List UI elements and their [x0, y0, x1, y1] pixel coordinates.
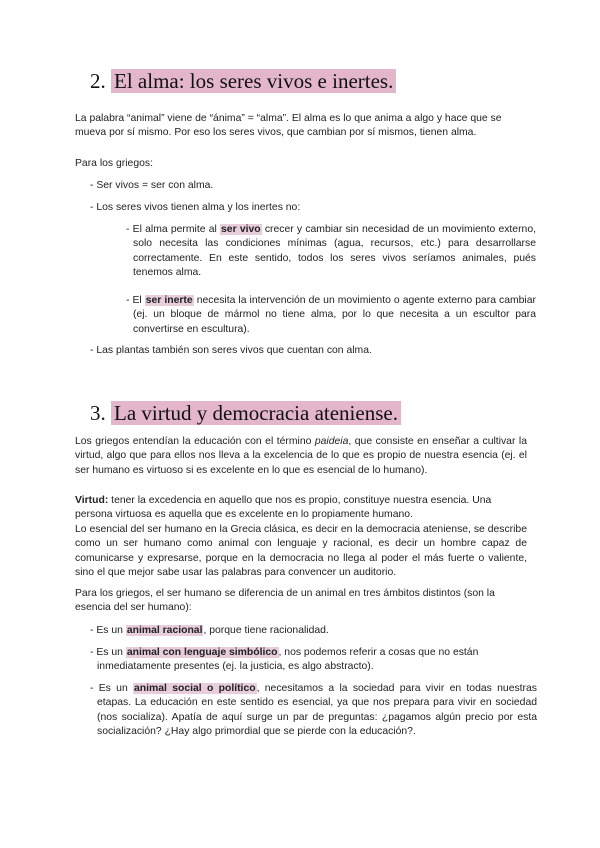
animal-social-pre: - Es un — [90, 683, 134, 694]
list-item-lenguaje-simbolico — [90, 646, 537, 675]
section-2-heading — [90, 68, 396, 94]
paideia-pre: Los griegos entendían la educación con el término — [75, 436, 315, 447]
sub-item-ser-vivo-post: crecer y cambiar sin necesidad de un movimiento externo, solo necesita las condiciones mínimas (agua, recursos, etc.) para desarrollarse correctamente. En este sentido, todos los seres vivos seríamos animales, pués tenemos alma. — [133, 224, 536, 279]
sub-item-ser-inerte-pre: - El — [126, 295, 145, 306]
paideia-term: paideia — [314, 436, 349, 447]
list-item-animal-social — [90, 682, 537, 740]
list-item-plantas: - Las plantas también son seres vivos que cuentan con alma. — [90, 345, 372, 356]
esencial-paragraph: Lo esencial del ser humano en la Grecia clásica, es decir en la democracia ateniense, se describe como un ser humano como animal con lenguaje y racional, es decir un hombre capaz de comunicarse y expresarse, porque en la democracia no llega al poder el más fuerte o valiente, sino el que mejor sabe usar las palabras para convencer un auditorio. — [75, 524, 527, 579]
paideia-post: , que consiste en enseñar a cultivar la virtud, algo que para ellos nos lleva a la excelencia de lo que es propio de nuestra esencia (ej. el ser humano es virtuoso si es excelente en lo que es esencial de lo humano). — [75, 436, 527, 476]
highlight-ser-vivo: ser vivo — [221, 224, 261, 235]
virtud-text: tener la excedencia en aquello que nos es propio, constituye nuestra esencia. Una persona virtuosa es aquella que es excelente en lo propiamente humano. — [75, 495, 492, 521]
lenguaje-pre: - Es un — [90, 647, 126, 658]
sub-item-ser-vivo — [126, 223, 536, 281]
paideia-paragraph — [75, 435, 527, 478]
highlight-lenguaje-simbolico: animal con lenguaje simbólico — [126, 647, 278, 658]
list-item-animal-racional — [90, 624, 537, 638]
tres-ambitos-paragraph: Para los griegos, el ser humano se diferencia de un animal en tres ámbitos distintos (son la esencia del ser humano): — [75, 588, 495, 614]
animal-social-post: , necesitamos a la sociedad para vivir en todas nuestras etapas. La educación en este sentido es esencial, ya que nos prepara para vivir en sociedad (nos socializa). Apatía de aquí surge un par de preguntas: ¿pagamos algún precio por esta socialización? ¿Hay algo primordial que se pierde con la educación?. — [97, 683, 537, 738]
sub-item-ser-inerte-post: necesita la intervención de un movimiento o agente externo para cambiar (ej. un bloque de mármol no tiene alma, por lo que necesita a un escultor para convertirse en escultura). — [133, 295, 536, 335]
section-2-lead: Para los griegos: — [75, 158, 153, 169]
sub-item-ser-inerte — [126, 294, 536, 337]
highlight-animal-racional: animal racional — [126, 625, 203, 636]
list-item-alma-inertes: - Los seres vivos tienen alma y los inertes no: — [90, 202, 301, 213]
animal-racional-pre: - Es un — [90, 625, 126, 636]
section-3-number: 3. — [90, 401, 106, 425]
section-2-title: El alma: los seres vivos e inertes. — [111, 69, 396, 93]
virtud-definition — [75, 494, 527, 523]
section-3-heading — [90, 400, 401, 426]
section-3-title: La virtud y democracia ateniense. — [111, 401, 401, 425]
virtud-label: Virtud: — [75, 495, 109, 506]
animal-racional-post: , porque tiene racionalidad. — [203, 625, 329, 636]
sub-item-ser-vivo-pre: - El alma permite al — [126, 224, 221, 235]
highlight-animal-social: animal social o político — [134, 683, 256, 694]
list-item-ser-vivos: - Ser vivos = ser con alma. — [90, 180, 214, 191]
lenguaje-post: , nos podemos referir a cosas que no están inmediatamente presentes (ej. la justicia, es algo abstracto). — [97, 647, 479, 673]
section-2-number: 2. — [90, 69, 106, 93]
section-2-intro: La palabra “animal” viene de “ánima” = “alma”. El alma es lo que anima a algo y hace que se mueva por sí mismo. Por eso los seres vivos, que cambian por sí mismos, tienen alma. — [75, 113, 502, 139]
highlight-ser-inerte: ser inerte — [145, 295, 193, 306]
